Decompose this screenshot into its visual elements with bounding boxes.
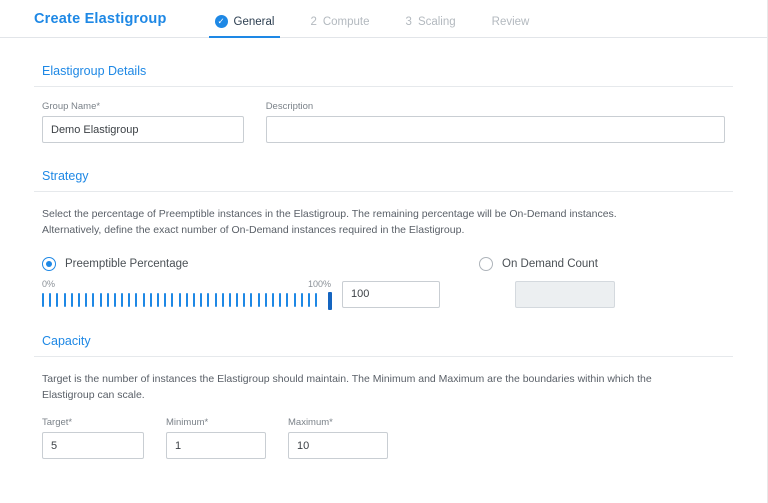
slider-tick: [272, 293, 274, 307]
slider-tick: [64, 293, 66, 307]
slider-tick: [171, 293, 173, 307]
slider-tick: [85, 293, 87, 307]
minimum-input[interactable]: [166, 432, 266, 459]
slider-tick: [71, 293, 73, 307]
slider-tick: [164, 293, 166, 307]
group-name-label-text: Group Name: [42, 101, 97, 112]
capacity-fields: [34, 403, 733, 459]
wizard-steps: [197, 0, 548, 37]
tab-compute-label: Compute: [322, 16, 370, 28]
ondemand-label: On Demand Count: [502, 257, 598, 270]
slider-tick: [279, 293, 281, 307]
slider-tick: [308, 293, 310, 307]
minimum-label-text: Minimum: [166, 417, 205, 429]
tab-general[interactable]: [197, 15, 293, 37]
strategy-description: Select the percentage of Preemptible instances in the Elastigroup. The remaining percentage will be On-Demand instances. Alternatively, define the exact number of On-Demand instances required in the Elastigroup.: [42, 208, 617, 237]
strategy-controls: [34, 271, 733, 308]
slider-tick: [42, 293, 44, 307]
slider-tick: [143, 293, 145, 307]
ondemand-option[interactable]: [479, 257, 725, 271]
slider-tick: [200, 293, 202, 307]
tab-review-label: Review: [491, 16, 530, 28]
capacity-description: Target is the number of instances the Elastigroup should maintain. The Minimum and Maximum are the boundaries within which the Elastigroup can scale.: [42, 372, 652, 401]
slider-tick: [100, 293, 102, 307]
target-label: [42, 417, 144, 428]
slider-tick: [243, 293, 245, 307]
maximum-label-text: Maximum: [288, 417, 330, 429]
maximum-field: [288, 417, 388, 459]
preemptible-label: Preemptible Percentage: [65, 257, 189, 270]
group-name-field: [42, 101, 244, 143]
slider-tick: [315, 293, 317, 307]
slider-tick: [78, 293, 80, 307]
check-icon: ✓: [215, 15, 228, 28]
slider-tick: [150, 293, 152, 307]
slider-tick: [107, 293, 109, 307]
slider-tick: [92, 293, 94, 307]
slider-tick: [294, 293, 296, 307]
maximum-label: [288, 417, 388, 428]
tab-compute[interactable]: [292, 16, 387, 37]
slider-tick: [56, 293, 58, 307]
slider-tick: [301, 293, 303, 307]
slider-tick: [128, 293, 130, 307]
slider-track[interactable]: [42, 292, 332, 308]
required-marker: *: [68, 417, 73, 429]
slider-tick: [207, 293, 209, 307]
description-field: [266, 101, 725, 143]
slider-tick: [286, 293, 288, 307]
slider-tick-labels: [42, 279, 332, 289]
form-body: [0, 38, 767, 459]
tab-review[interactable]: [474, 16, 548, 37]
slider-tick: [135, 293, 137, 307]
details-fields: [34, 87, 733, 143]
slider-tick: [215, 293, 217, 307]
target-field: [42, 417, 144, 459]
required-marker: *: [329, 417, 333, 429]
description-label: Description: [265, 101, 314, 112]
slider-tick: [49, 293, 51, 307]
percentage-input[interactable]: [342, 281, 440, 308]
radio-on-demand-count[interactable]: [479, 257, 493, 271]
slider-tick: [222, 293, 224, 307]
percentage-slider[interactable]: [42, 279, 332, 308]
step-number: 2: [310, 16, 317, 28]
slider-tick: [186, 293, 188, 307]
group-name-label: [42, 101, 244, 112]
slider-max-label: 100%: [307, 278, 331, 289]
minimum-label: [166, 417, 266, 428]
slider-tick: [114, 293, 116, 307]
page-title: Create Elastigroup: [34, 11, 167, 27]
slider-tick: [258, 293, 260, 307]
target-input[interactable]: [42, 432, 144, 459]
minimum-field: [166, 417, 266, 459]
required-marker: *: [96, 101, 101, 112]
target-label-text: Target: [42, 417, 69, 429]
preemptible-option[interactable]: [42, 257, 479, 271]
group-name-input[interactable]: [42, 116, 244, 143]
percentage-value-field: [342, 281, 440, 308]
slider-tick: [265, 293, 267, 307]
section-title-details: Elastigroup Details: [34, 38, 733, 87]
slider-tick: [121, 293, 123, 307]
slider-tick: [157, 293, 159, 307]
tab-general-label: General: [233, 15, 275, 28]
radio-preemptible-percentage[interactable]: [42, 257, 56, 271]
slider-tick: [250, 293, 252, 307]
required-marker: *: [204, 417, 209, 429]
ondemand-count-holder: [440, 281, 615, 308]
tab-scaling[interactable]: [388, 16, 474, 37]
slider-tick: [179, 293, 181, 307]
maximum-input[interactable]: [288, 432, 388, 459]
slider-min-label: 0%: [42, 278, 56, 289]
step-number: 3: [405, 16, 412, 28]
slider-tick: [193, 293, 195, 307]
ondemand-count-input[interactable]: [515, 281, 615, 308]
section-title-strategy: Strategy: [34, 143, 733, 192]
strategy-options: [34, 239, 733, 271]
description-input[interactable]: [266, 116, 725, 143]
slider-tick: [236, 293, 238, 307]
slider-handle[interactable]: [328, 292, 332, 310]
tab-scaling-label: Scaling: [417, 16, 456, 28]
wizard-header: [0, 0, 767, 38]
slider-tick: [229, 293, 231, 307]
section-title-capacity: Capacity: [34, 308, 733, 357]
